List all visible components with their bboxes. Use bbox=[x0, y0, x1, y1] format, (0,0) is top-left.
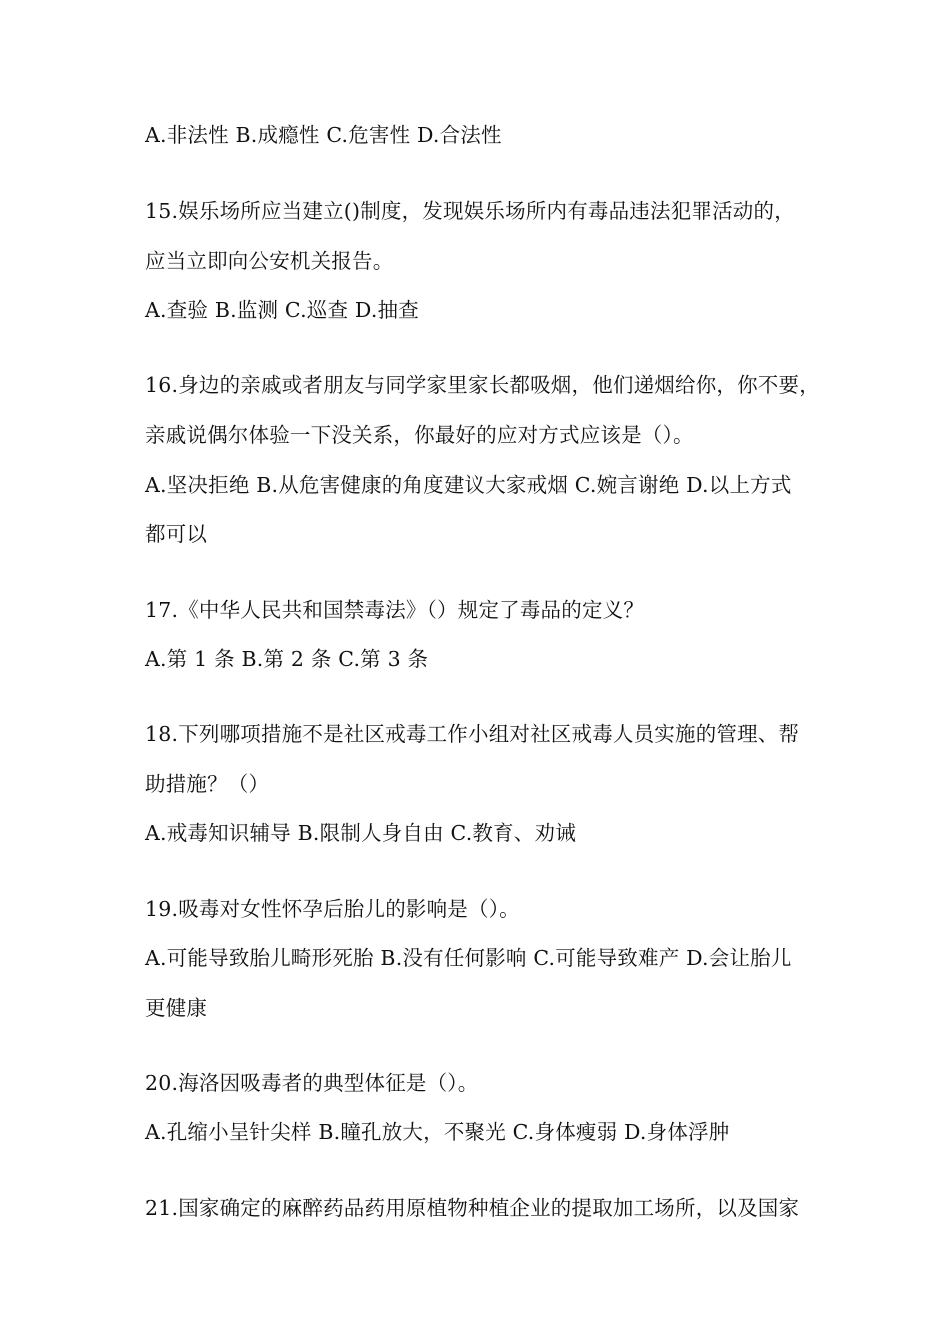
q16-options-line-1: A.坚决拒绝 B.从危害健康的角度建议大家戒烟 C.婉言谢绝 D.以上方式 bbox=[145, 473, 792, 497]
q18-question-line-2: 助措施？（） bbox=[145, 772, 270, 796]
q18-options: A.戒毒知识辅导 B.限制人身自由 C.教育、劝诫 bbox=[145, 821, 576, 845]
q20-options: A.孔缩小呈针尖样 B.瞳孔放大，不聚光 C.身体瘦弱 D.身体浮肿 bbox=[145, 1120, 730, 1144]
q21-question-line-1: 21.国家确定的麻醉药品药用原植物种植企业的提取加工场所，以及国家 bbox=[145, 1196, 800, 1220]
q19-options-line-1: A.可能导致胎儿畸形死胎 B.没有任何影响 C.可能导致难产 D.会让胎儿 bbox=[145, 946, 792, 970]
q15-options: A.查验 B.监测 C.巡查 D.抽查 bbox=[145, 298, 419, 322]
q16-options-line-2: 都可以 bbox=[145, 522, 208, 546]
q16-question-line-2: 亲戚说偶尔体验一下没关系，你最好的应对方式应该是（）。 bbox=[145, 423, 694, 447]
q19-question: 19.吸毒对女性怀孕后胎儿的影响是（）。 bbox=[145, 897, 520, 921]
q15-question-line-1: 15.娱乐场所应当建立()制度，发现娱乐场所内有毒品违法犯罪活动的， bbox=[145, 199, 795, 223]
q15-question-line-2: 应当立即向公安机关报告。 bbox=[145, 249, 394, 273]
q19-options-line-2: 更健康 bbox=[145, 996, 208, 1020]
q20-question: 20.海洛因吸毒者的典型体征是（）。 bbox=[145, 1071, 479, 1095]
q17-options: A.第 1 条 B.第 2 条 C.第 3 条 bbox=[145, 647, 429, 671]
q14-options: A.非法性 B.成瘾性 C.危害性 D.合法性 bbox=[145, 123, 502, 147]
q18-question-line-1: 18.下列哪项措施不是社区戒毒工作小组对社区戒毒人员实施的管理、帮 bbox=[145, 722, 800, 746]
q17-question: 17.《中华人民共和国禁毒法》（）规定了毒品的定义？ bbox=[145, 598, 645, 622]
q16-question-line-1: 16.身边的亲戚或者朋友与同学家里家长都吸烟，他们递烟给你，你不要， bbox=[145, 373, 820, 397]
